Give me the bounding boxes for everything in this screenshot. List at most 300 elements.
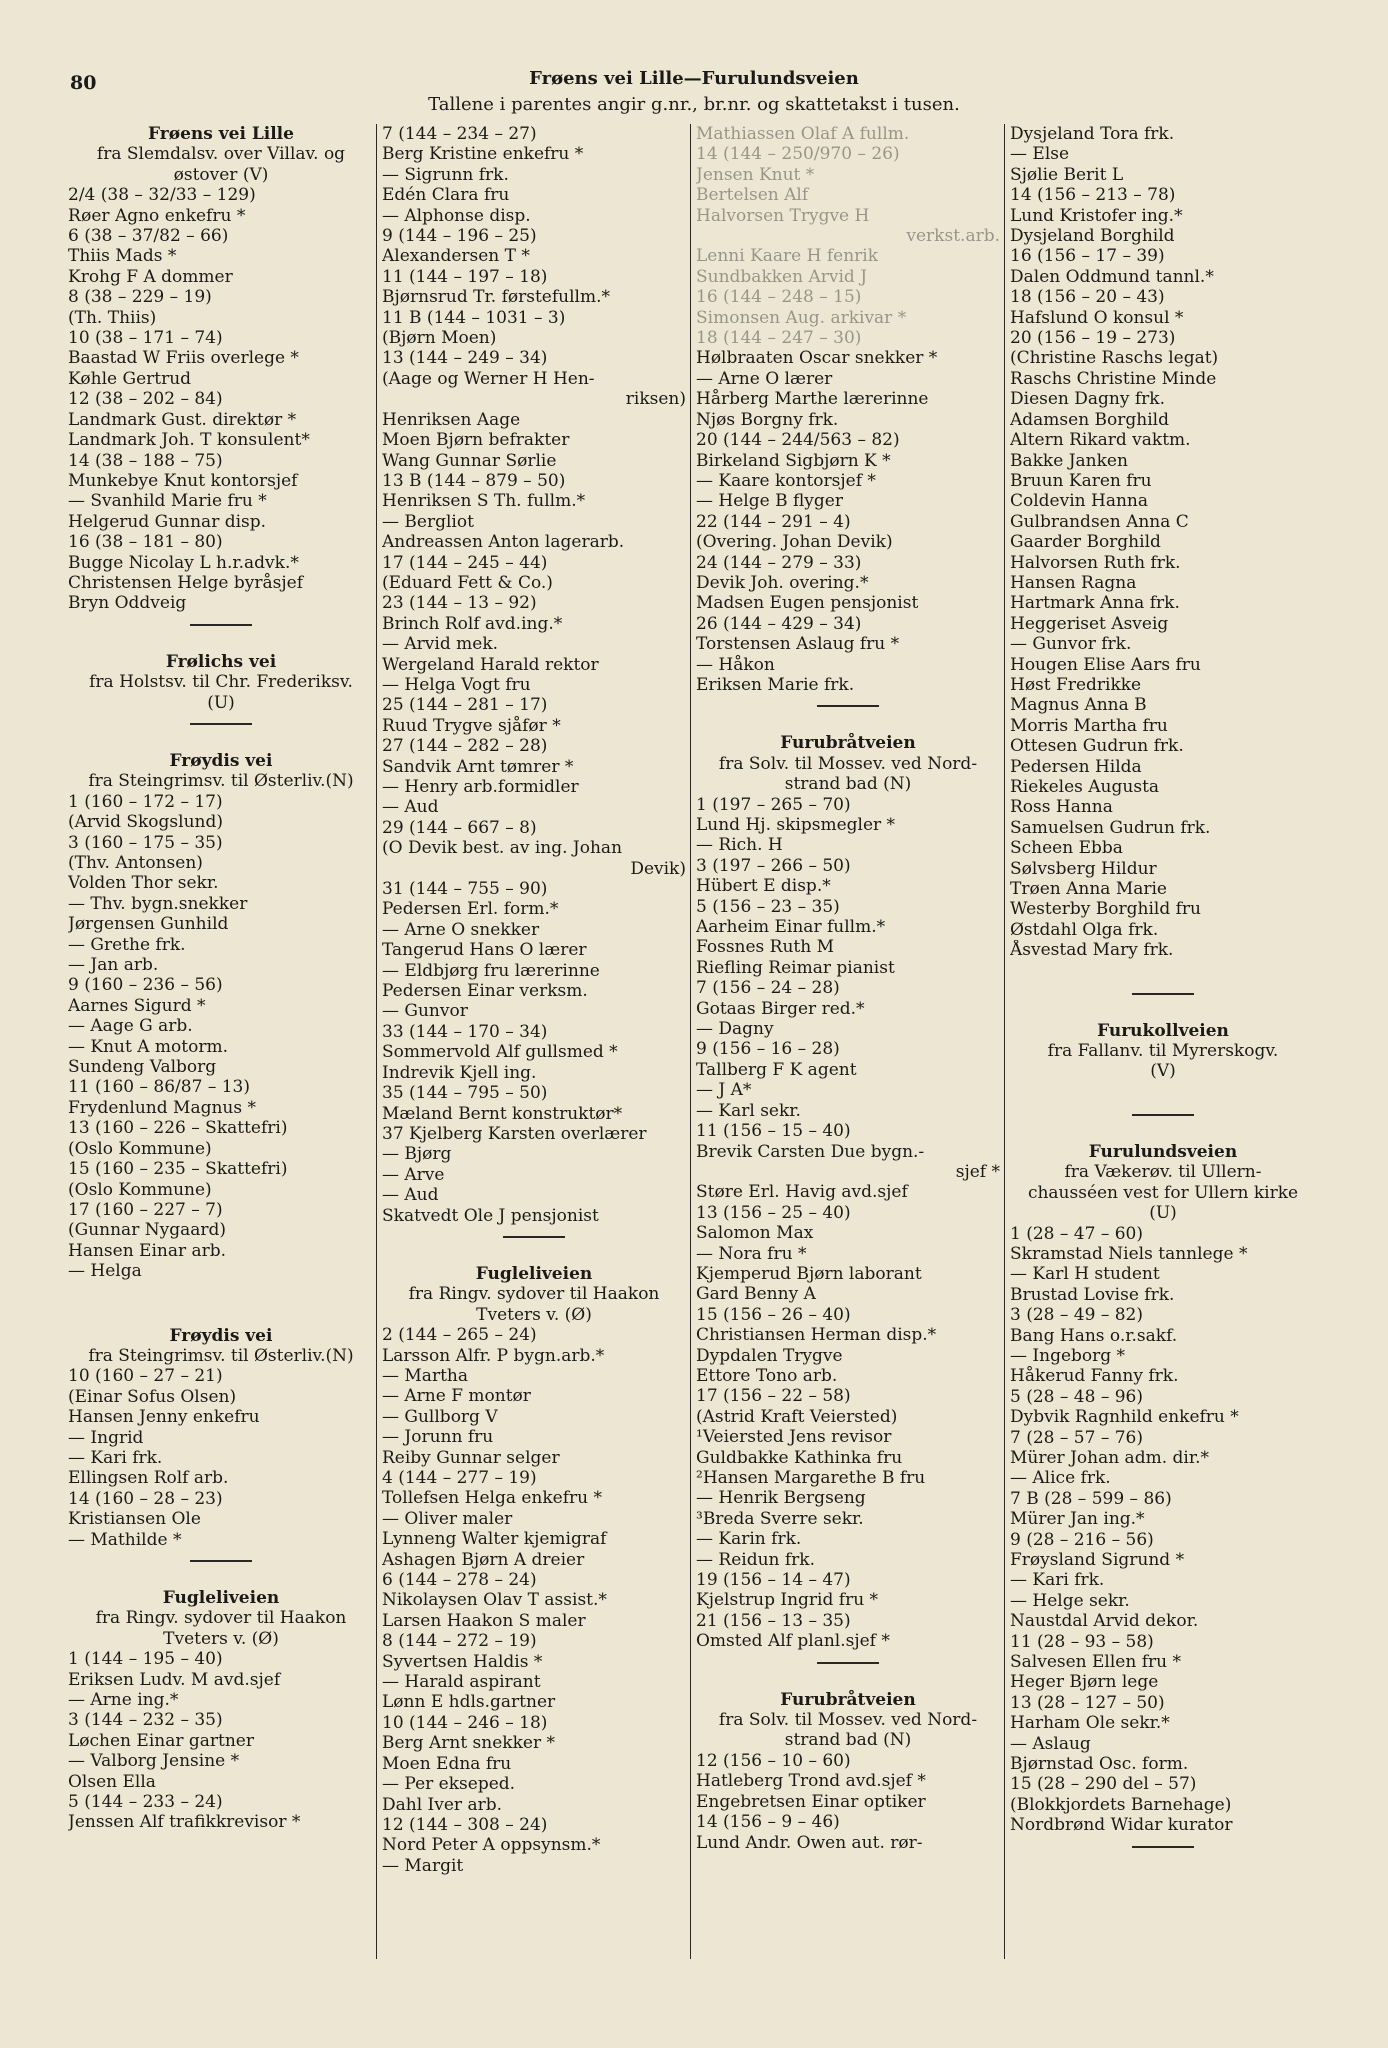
directory-line: Harham Ole sekr.* (1010, 1713, 1170, 1734)
directory-line: 37 Kjelberg Karsten overlærer (382, 1123, 647, 1144)
directory-line: Moen Edna fru (382, 1753, 512, 1774)
directory-line: — Ingeborg * (1010, 1345, 1126, 1366)
directory-line: 5 (144 – 233 – 24) (68, 1792, 223, 1813)
page-subtitle: Tallene i parentes angir g.nr., br.nr. og skattetakst i tusen. (428, 94, 960, 115)
directory-line: 9 (160 – 236 – 56) (68, 975, 223, 996)
directory-line: riksen) (625, 389, 686, 410)
directory-line: Mathiassen Olaf A fullm. (696, 124, 910, 144)
directory-line: 12 (38 – 202 – 84) (68, 389, 223, 410)
directory-line: Olsen Ella (68, 1771, 156, 1792)
directory-line: Fossnes Ruth M (696, 937, 835, 958)
directory-line: 13 B (144 – 879 – 50) (382, 470, 566, 491)
directory-line: — Rich. H (696, 835, 783, 856)
directory-line: — Håkon (696, 654, 775, 675)
directory-line: (Eduard Fett & Co.) (382, 572, 553, 593)
directory-line: Diesen Dagny frk. (1010, 389, 1165, 410)
directory-line: Ross Hanna (1010, 797, 1113, 818)
directory-line: fra Solv. til Mossev. ved Nord- (718, 1710, 978, 1731)
directory-line: 3 (160 – 175 – 35) (68, 832, 223, 853)
directory-line: 22 (144 – 291 – 4) (696, 511, 851, 532)
directory-line: Pedersen Erl. form.* (382, 899, 559, 920)
directory-line: 13 (144 – 249 – 34) (382, 348, 548, 369)
street-heading: Furulundsveien (1088, 1141, 1238, 1162)
directory-line: Naustdal Arvid dekor. (1010, 1611, 1199, 1632)
directory-line: — Martha (382, 1365, 468, 1386)
directory-line: Hansen Ragna (1010, 572, 1137, 593)
directory-line: Dahl Iver arb. (382, 1794, 503, 1815)
directory-line: 12 (144 – 308 – 24) (382, 1814, 548, 1835)
directory-line: 14 (144 – 250/970 – 26) (696, 144, 900, 165)
directory-line: Riekeles Augusta (1010, 777, 1160, 797)
directory-line: Skramstad Niels tannlege * (1010, 1243, 1248, 1264)
directory-line: 10 (160 – 27 – 21) (68, 1366, 223, 1387)
directory-line: — Mathilde * (68, 1529, 182, 1550)
directory-line: Lund Hj. skipsmegler * (696, 815, 896, 835)
directory-line: Brustad Lovise frk. (1010, 1284, 1175, 1305)
directory-line: 9 (144 – 196 – 25) (382, 226, 537, 247)
directory-line: 20 (144 – 244/563 – 82) (696, 430, 900, 451)
directory-line: Indrevik Kjell ing. (382, 1062, 537, 1083)
directory-line: Raschs Christine Minde (1010, 368, 1217, 389)
directory-line: Ettore Tono arb. (696, 1365, 838, 1386)
directory-line: Volden Thor sekr. (68, 873, 219, 894)
directory-line: Gaarder Borghild (1010, 532, 1161, 553)
directory-line: Larsen Haakon S maler (382, 1610, 586, 1631)
directory-line: Christensen Helge byråsjef (68, 572, 303, 593)
directory-line: — Thv. bygn.snekker (68, 893, 248, 914)
directory-line: 24 (144 – 279 – 33) (696, 552, 862, 573)
directory-line: 10 (38 – 171 – 74) (68, 328, 223, 349)
directory-line: strand bad (N) (784, 774, 912, 795)
directory-line: (Aage og Werner H Hen- (382, 368, 595, 389)
column-divider (376, 124, 377, 1959)
directory-line: Bakke Janken (1010, 450, 1128, 471)
directory-line: Sandvik Arnt tømrer * (382, 756, 574, 777)
directory-line: Tollefsen Helga enkefru * (382, 1488, 603, 1509)
directory-line: Lund Kristofer ing.* (1010, 205, 1183, 226)
directory-line: Jenssen Alf trafikkrevisor * (68, 1812, 301, 1833)
directory-line: — Svanhild Marie fru * (68, 491, 267, 512)
directory-line: — Nora fru * (696, 1243, 807, 1264)
directory-line: sjef * (955, 1161, 1000, 1182)
directory-line: Dalen Oddmund tannl.* (1010, 266, 1214, 287)
directory-line: Gotaas Birger red.* (696, 998, 865, 1019)
directory-line: — Arvid mek. (382, 634, 499, 655)
directory-line: ²Hansen Margarethe B fru (696, 1468, 926, 1488)
directory-line: Andreassen Anton lagerarb. (382, 532, 625, 553)
directory-line: Lynneng Walter kjemigraf (382, 1529, 607, 1550)
directory-line: Njøs Borgny frk. (696, 409, 839, 430)
directory-line: 16 (156 – 17 – 39) (1010, 246, 1165, 267)
directory-line: Mürer Johan adm. dir.* (1010, 1447, 1209, 1468)
directory-line: Eriksen Marie frk. (696, 674, 855, 695)
directory-line: — Aslaug (1010, 1733, 1091, 1754)
directory-line: 3 (197 – 266 – 50) (696, 855, 851, 876)
directory-line: — Alice frk. (1010, 1468, 1111, 1489)
directory-line: Adamsen Borghild (1010, 409, 1169, 430)
directory-line: Bryn Oddveig (68, 593, 187, 614)
directory-line: (Blokkjordets Barnehage) (1010, 1794, 1232, 1815)
directory-line: (Oslo Kommune) (68, 1179, 212, 1200)
directory-line: — Bjørg (382, 1144, 452, 1165)
directory-line: Pedersen Hilda (1010, 756, 1142, 777)
spacer (1010, 961, 1316, 983)
directory-line: fra Holstsv. til Chr. Frederiksv. (89, 672, 353, 693)
directory-line: fra Steingrimsv. til Østerliv.(N) (88, 771, 354, 792)
directory-line: Coldevin Hanna (1010, 491, 1149, 512)
directory-line: Hougen Elise Aars fru (1010, 654, 1201, 675)
directory-line: Høst Fredrikke (1010, 674, 1142, 695)
directory-line: Tveters v. (Ø) (163, 1628, 279, 1649)
directory-line: Åsvestad Mary frk. (1010, 940, 1174, 961)
directory-line: Dybvik Ragnhild enkefru * (1010, 1407, 1239, 1428)
directory-line: Ruud Trygve sjåfør * (382, 715, 561, 736)
directory-line: 14 (38 – 188 – 75) (68, 450, 223, 471)
directory-line: Eriksen Ludv. M avd.sjef (68, 1669, 281, 1690)
street-heading: Frøydis vei (169, 750, 273, 771)
directory-line: 14 (156 – 9 – 46) (696, 1812, 840, 1833)
section-divider (190, 624, 252, 626)
directory-line: — Ingrid (68, 1427, 144, 1448)
directory-line: 5 (28 – 48 – 96) (1010, 1386, 1143, 1407)
directory-line: Salomon Max (696, 1223, 814, 1244)
directory-line: Syvertsen Haldis * (382, 1651, 543, 1672)
directory-line: 3 (28 – 49 – 82) (1010, 1305, 1143, 1326)
directory-line: Sundeng Valborg (68, 1057, 217, 1078)
directory-line: Helgerud Gunnar disp. (68, 511, 267, 532)
directory-line: — Aage G arb. (68, 1016, 193, 1037)
directory-line: Lund Andr. Owen aut. rør- (696, 1832, 923, 1853)
directory-line: 6 (38 – 37/82 – 66) (68, 226, 229, 247)
directory-line: 15 (28 – 290 del – 57) (1010, 1774, 1197, 1795)
directory-line: Simonsen Aug. arkivar * (696, 307, 907, 328)
directory-line: 25 (144 – 281 – 17) (382, 695, 548, 716)
directory-line: Hartmark Anna frk. (1010, 593, 1180, 614)
directory-line: verkst.arb. (906, 226, 1000, 247)
directory-line: 8 (38 – 229 – 19) (68, 287, 212, 308)
directory-line: Wergeland Harald rektor (382, 654, 599, 675)
directory-line: Bugge Nicolay L h.r.advk.* (68, 552, 299, 573)
directory-line: 5 (156 – 23 – 35) (696, 896, 840, 917)
directory-line: 16 (38 – 181 – 80) (68, 532, 223, 553)
column-divider (1004, 124, 1005, 1959)
section-divider (190, 1560, 252, 1562)
directory-line: 31 (144 – 755 – 90) (382, 879, 548, 900)
directory-line: 13 (156 – 25 – 40) (696, 1202, 851, 1223)
directory-line: ³Breda Sverre sekr. (696, 1508, 864, 1529)
directory-line: Samuelsen Gudrun frk. (1010, 817, 1211, 838)
directory-line: Røer Agno enkefru * (68, 205, 246, 226)
directory-line: — Harald aspirant (382, 1672, 541, 1693)
directory-line: chausséen vest for Ullern kirke (1027, 1182, 1299, 1203)
directory-line: Bruun Karen fru (1010, 470, 1152, 491)
directory-line: Jensen Knut * (696, 164, 815, 185)
directory-line: Christiansen Herman disp.* (696, 1325, 937, 1346)
directory-line: 18 (156 – 20 – 43) (1010, 287, 1165, 308)
directory-line: — Henry arb.formidler (382, 777, 579, 797)
directory-line: 7 (28 – 57 – 76) (1010, 1427, 1143, 1448)
directory-line: — Arne O snekker (382, 919, 540, 940)
directory-line: 2/4 (38 – 32/33 – 129) (68, 185, 256, 206)
directory-line: Reiby Gunnar selger (382, 1447, 560, 1468)
directory-line: fra Solv. til Mossev. ved Nord- (718, 753, 978, 774)
spacer (1010, 1082, 1316, 1104)
directory-line: — Helge B flyger (696, 491, 843, 512)
column-divider (690, 124, 691, 1959)
directory-column-4 (1010, 124, 1316, 2034)
directory-line: (O Devik best. av ing. Johan (382, 838, 623, 859)
directory-line: 8 (144 – 272 – 19) (382, 1631, 537, 1652)
directory-line: Bertelsen Alf (696, 185, 809, 206)
directory-line: Scheen Ebba (1010, 838, 1123, 859)
directory-line: Bang Hans o.r.sakf. (1010, 1325, 1178, 1346)
directory-line: (Arvid Skogslund) (68, 812, 224, 833)
directory-line: Bjørnsrud Tr. førstefullm.* (382, 287, 610, 308)
directory-line: — Helge sekr. (1010, 1590, 1130, 1611)
directory-line: — Arne O lærer (696, 368, 833, 389)
directory-line: Wang Gunnar Sørlie (382, 450, 557, 471)
directory-line: 14 (160 – 28 – 23) (68, 1488, 223, 1509)
directory-line: — Margit (382, 1855, 464, 1876)
directory-line: — Alphonse disp. (382, 205, 531, 226)
directory-line: Lenni Kaare H fenrik (696, 246, 879, 267)
directory-line: Sjølie Berit L (1010, 164, 1124, 185)
directory-line: — Jorunn fru (382, 1427, 494, 1448)
directory-line: strand bad (N) (784, 1730, 912, 1751)
directory-line: Birkeland Sigbjørn K * (696, 450, 891, 471)
directory-line: Hårberg Marthe lærerinne (696, 389, 929, 410)
directory-line: — Per ekseped. (382, 1774, 516, 1795)
directory-line: 12 (156 – 10 – 60) (696, 1750, 851, 1771)
directory-line: — Jan arb. (68, 955, 159, 976)
directory-column-1 (68, 124, 374, 2034)
directory-line: fra Fallanv. til Myrerskogv. (1047, 1041, 1279, 1062)
directory-line: Westerby Borghild fru (1010, 899, 1201, 920)
directory-line: fra Slemdalsv. over Villav. og (96, 144, 346, 165)
directory-line: (Th. Thiis) (68, 307, 157, 328)
directory-line: (Gunnar Nygaard) (68, 1220, 226, 1241)
directory-line: — Valborg Jensine * (68, 1751, 240, 1772)
directory-line: Tallberg F K agent (696, 1059, 857, 1080)
directory-line: 13 (160 – 226 – Skattefri) (68, 1118, 288, 1139)
directory-line: Nord Peter A oppsynsm.* (382, 1835, 601, 1856)
directory-line: (V) (1150, 1061, 1176, 1082)
directory-line: 1 (144 – 195 – 40) (68, 1649, 223, 1670)
directory-line: 11 (156 – 15 – 40) (696, 1121, 851, 1142)
directory-line: Halvorsen Trygve H (696, 205, 870, 226)
directory-line: Aarheim Einar fullm.* (696, 917, 886, 938)
directory-line: Dysjeland Tora frk. (1010, 124, 1175, 144)
directory-line: — Arve (382, 1164, 445, 1185)
directory-line: — Helga Vogt fru (382, 674, 531, 695)
directory-line: — Helga (68, 1261, 142, 1282)
directory-line: 26 (144 – 429 – 34) (696, 613, 862, 634)
street-heading: Furubråtveien (780, 1689, 916, 1710)
directory-line: Halvorsen Ruth frk. (1010, 552, 1181, 573)
section-divider (503, 1236, 565, 1238)
directory-line: Bjørnstad Osc. form. (1010, 1754, 1189, 1775)
directory-line: Thiis Mads * (68, 246, 177, 267)
street-heading: Frølichs vei (165, 651, 277, 672)
directory-line: Ashagen Bjørn A dreier (382, 1549, 585, 1570)
directory-line: 11 (144 – 197 – 18) (382, 266, 548, 287)
directory-line: — Karl H student (1010, 1264, 1160, 1285)
directory-line: 19 (156 – 14 – 47) (696, 1570, 851, 1591)
directory-line: 11 (28 – 93 – 58) (1010, 1631, 1154, 1652)
page-number: 80 (70, 72, 97, 94)
street-heading: Frøens vei Lille (148, 124, 294, 144)
directory-line: Kristiansen Ole (68, 1509, 201, 1530)
directory-line: Alexandersen T * (382, 246, 530, 267)
directory-line: — Henrik Bergseng (696, 1488, 866, 1509)
directory-line: Baastad W Friis overlege * (68, 348, 299, 369)
directory-line: Hatleberg Trond avd.sjef * (696, 1771, 926, 1792)
directory-line: Heger Bjørn lege (1010, 1672, 1159, 1693)
directory-line: 17 (156 – 22 – 58) (696, 1386, 851, 1407)
directory-line: — Aud (382, 1185, 439, 1206)
directory-line: Gulbrandsen Anna C (1010, 511, 1189, 532)
directory-line: 2 (144 – 265 – 24) (382, 1325, 537, 1346)
directory-line: ¹Veiersted Jens revisor (696, 1427, 892, 1448)
directory-line: 14 (156 – 213 – 78) (1010, 185, 1176, 206)
directory-line: 33 (144 – 170 – 34) (382, 1021, 548, 1042)
directory-line: Skatvedt Ole J pensjonist (382, 1205, 599, 1226)
section-divider (1132, 993, 1194, 995)
directory-line: Torstensen Aslaug fru * (696, 634, 900, 655)
directory-line: fra Vækerøv. til Ullern- (1064, 1162, 1262, 1183)
directory-line: Engebretsen Einar optiker (696, 1791, 926, 1812)
section-divider (1132, 1114, 1194, 1116)
directory-line: Berg Kristine enkefru * (382, 144, 584, 165)
directory-line: Riefling Reimar pianist (696, 957, 895, 978)
directory-line: (Oslo Kommune) (68, 1138, 212, 1159)
directory-line: — Dagny (696, 1019, 774, 1040)
directory-line: Devik) (630, 858, 686, 879)
spacer (68, 1304, 374, 1326)
directory-line: 11 (160 – 86/87 – 13) (68, 1077, 250, 1098)
directory-line: — Karin frk. (696, 1529, 802, 1550)
directory-line: Mürer Jan ing.* (1010, 1509, 1145, 1530)
street-heading: Frøydis vei (169, 1325, 273, 1346)
directory-line: Ellingsen Rolf arb. (68, 1468, 229, 1489)
directory-line: 17 (160 – 227 – 7) (68, 1199, 223, 1220)
directory-line: Mæland Bernt konstruktør* (382, 1103, 623, 1124)
directory-line: østover (V) (173, 164, 269, 185)
directory-line: Heggeriset Asveig (1010, 613, 1169, 634)
directory-line: Berg Arnt snekker * (382, 1733, 555, 1754)
directory-line: 1 (28 – 47 – 60) (1010, 1223, 1143, 1244)
directory-line: — Bergliot (382, 511, 474, 532)
directory-line: Lønn E hdls.gartner (382, 1692, 556, 1713)
directory-line: 9 (28 – 216 – 56) (1010, 1529, 1154, 1550)
directory-line: 27 (144 – 282 – 28) (382, 736, 548, 757)
directory-line: Brevik Carsten Due bygn.- (696, 1141, 925, 1162)
directory-line: 7 (144 – 234 – 27) (382, 124, 537, 144)
directory-line: (Christine Raschs legat) (1010, 348, 1219, 369)
directory-line: Østdahl Olga frk. (1010, 919, 1159, 940)
directory-line: (U) (1149, 1203, 1177, 1224)
directory-line: 1 (160 – 172 – 17) (68, 791, 223, 812)
directory-line: — Gullborg V (382, 1406, 498, 1427)
section-divider (190, 723, 252, 725)
spacer (68, 1282, 374, 1304)
directory-line: Hübert E disp.* (696, 876, 831, 897)
directory-line: Støre Erl. Havig avd.sjef (696, 1182, 908, 1203)
directory-line: Ottesen Gudrun frk. (1010, 736, 1184, 757)
directory-line: Henriksen S Th. fullm.* (382, 491, 586, 512)
directory-column-3 (696, 124, 1000, 2034)
directory-line: — Sigrunn frk. (382, 164, 509, 185)
directory-line: — Knut A motorm. (68, 1036, 228, 1057)
directory-line: Hansen Jenny enkefru (68, 1407, 260, 1428)
directory-line: Trøen Anna Marie (1010, 879, 1167, 900)
directory-line: (Einar Sofus Olsen) (68, 1386, 237, 1407)
directory-line: Devik Joh. overing.* (696, 572, 869, 593)
directory-line: 29 (144 – 667 – 8) (382, 817, 537, 838)
directory-line: 11 B (144 – 1031 – 3) (382, 307, 566, 328)
directory-line: — Kaare kontorsjef * (696, 470, 876, 491)
directory-line: 1 (197 – 265 – 70) (696, 794, 851, 815)
directory-line: Salvesen Ellen fru * (1010, 1652, 1181, 1673)
directory-line: 4 (144 – 277 – 19) (382, 1468, 537, 1488)
directory-line: — Kari frk. (1010, 1570, 1105, 1591)
directory-line: Moen Bjørn befrakter (382, 430, 570, 451)
directory-line: Henriksen Aage (382, 409, 521, 430)
directory-line: Madsen Eugen pensjonist (696, 593, 919, 614)
directory-line: Edén Clara fru (382, 185, 510, 206)
directory-line: Magnus Anna B (1010, 695, 1147, 716)
directory-line: 9 (156 – 16 – 28) (696, 1039, 840, 1060)
directory-line: Dypdalen Trygve (696, 1345, 843, 1366)
directory-line: fra Steingrimsv. til Østerliv.(N) (88, 1345, 354, 1366)
directory-line: — Aud (382, 797, 439, 818)
directory-line: Frøysland Sigrund * (1010, 1550, 1185, 1570)
directory-line: Pedersen Einar verksm. (382, 981, 588, 1002)
directory-line: — Gunvor frk. (1010, 634, 1132, 655)
directory-line: Landmark Gust. direktør * (68, 409, 297, 430)
directory-line: — J A* (696, 1080, 752, 1101)
directory-line: Altern Rikard vaktm. (1010, 430, 1191, 451)
directory-line: Nikolaysen Olav T assist.* (382, 1590, 607, 1611)
directory-line: Morris Martha fru (1010, 715, 1168, 736)
directory-line: 3 (144 – 232 – 35) (68, 1710, 223, 1731)
directory-line: — Else (1010, 144, 1070, 165)
directory-line: 15 (160 – 235 – Skattefri) (68, 1159, 288, 1180)
directory-line: Sølvsberg Hildur (1010, 858, 1157, 879)
directory-line: Brinch Rolf avd.ing.* (382, 613, 563, 634)
directory-line: — Arne ing.* (68, 1690, 179, 1711)
directory-line: Gard Benny A (696, 1284, 816, 1305)
directory-line: 21 (156 – 13 – 35) (696, 1610, 851, 1631)
directory-line: 7 B (28 – 599 – 86) (1010, 1488, 1172, 1509)
directory-line: Tangerud Hans O lærer (382, 940, 587, 961)
directory-line: — Gunvor (382, 1001, 468, 1022)
directory-line: Kjemperud Bjørn laborant (696, 1263, 922, 1284)
directory-line: Hølbraaten Oscar snekker * (696, 348, 938, 369)
directory-line: Dysjeland Borghild (1010, 226, 1175, 247)
section-divider (1132, 1846, 1194, 1848)
directory-line: 7 (156 – 24 – 28) (696, 978, 840, 999)
section-divider (817, 705, 879, 707)
directory-line: Guldbakke Kathinka fru (696, 1447, 903, 1468)
directory-line: — Arne F montør (382, 1386, 531, 1407)
section-divider (817, 1662, 879, 1664)
directory-line: 15 (156 – 26 – 40) (696, 1304, 851, 1325)
street-heading: Fugleliveien (162, 1588, 280, 1608)
street-heading: Furukollveien (1097, 1020, 1229, 1041)
directory-line: (U) (207, 692, 235, 713)
directory-line: — Eldbjørg fru lærerinne (382, 960, 600, 981)
